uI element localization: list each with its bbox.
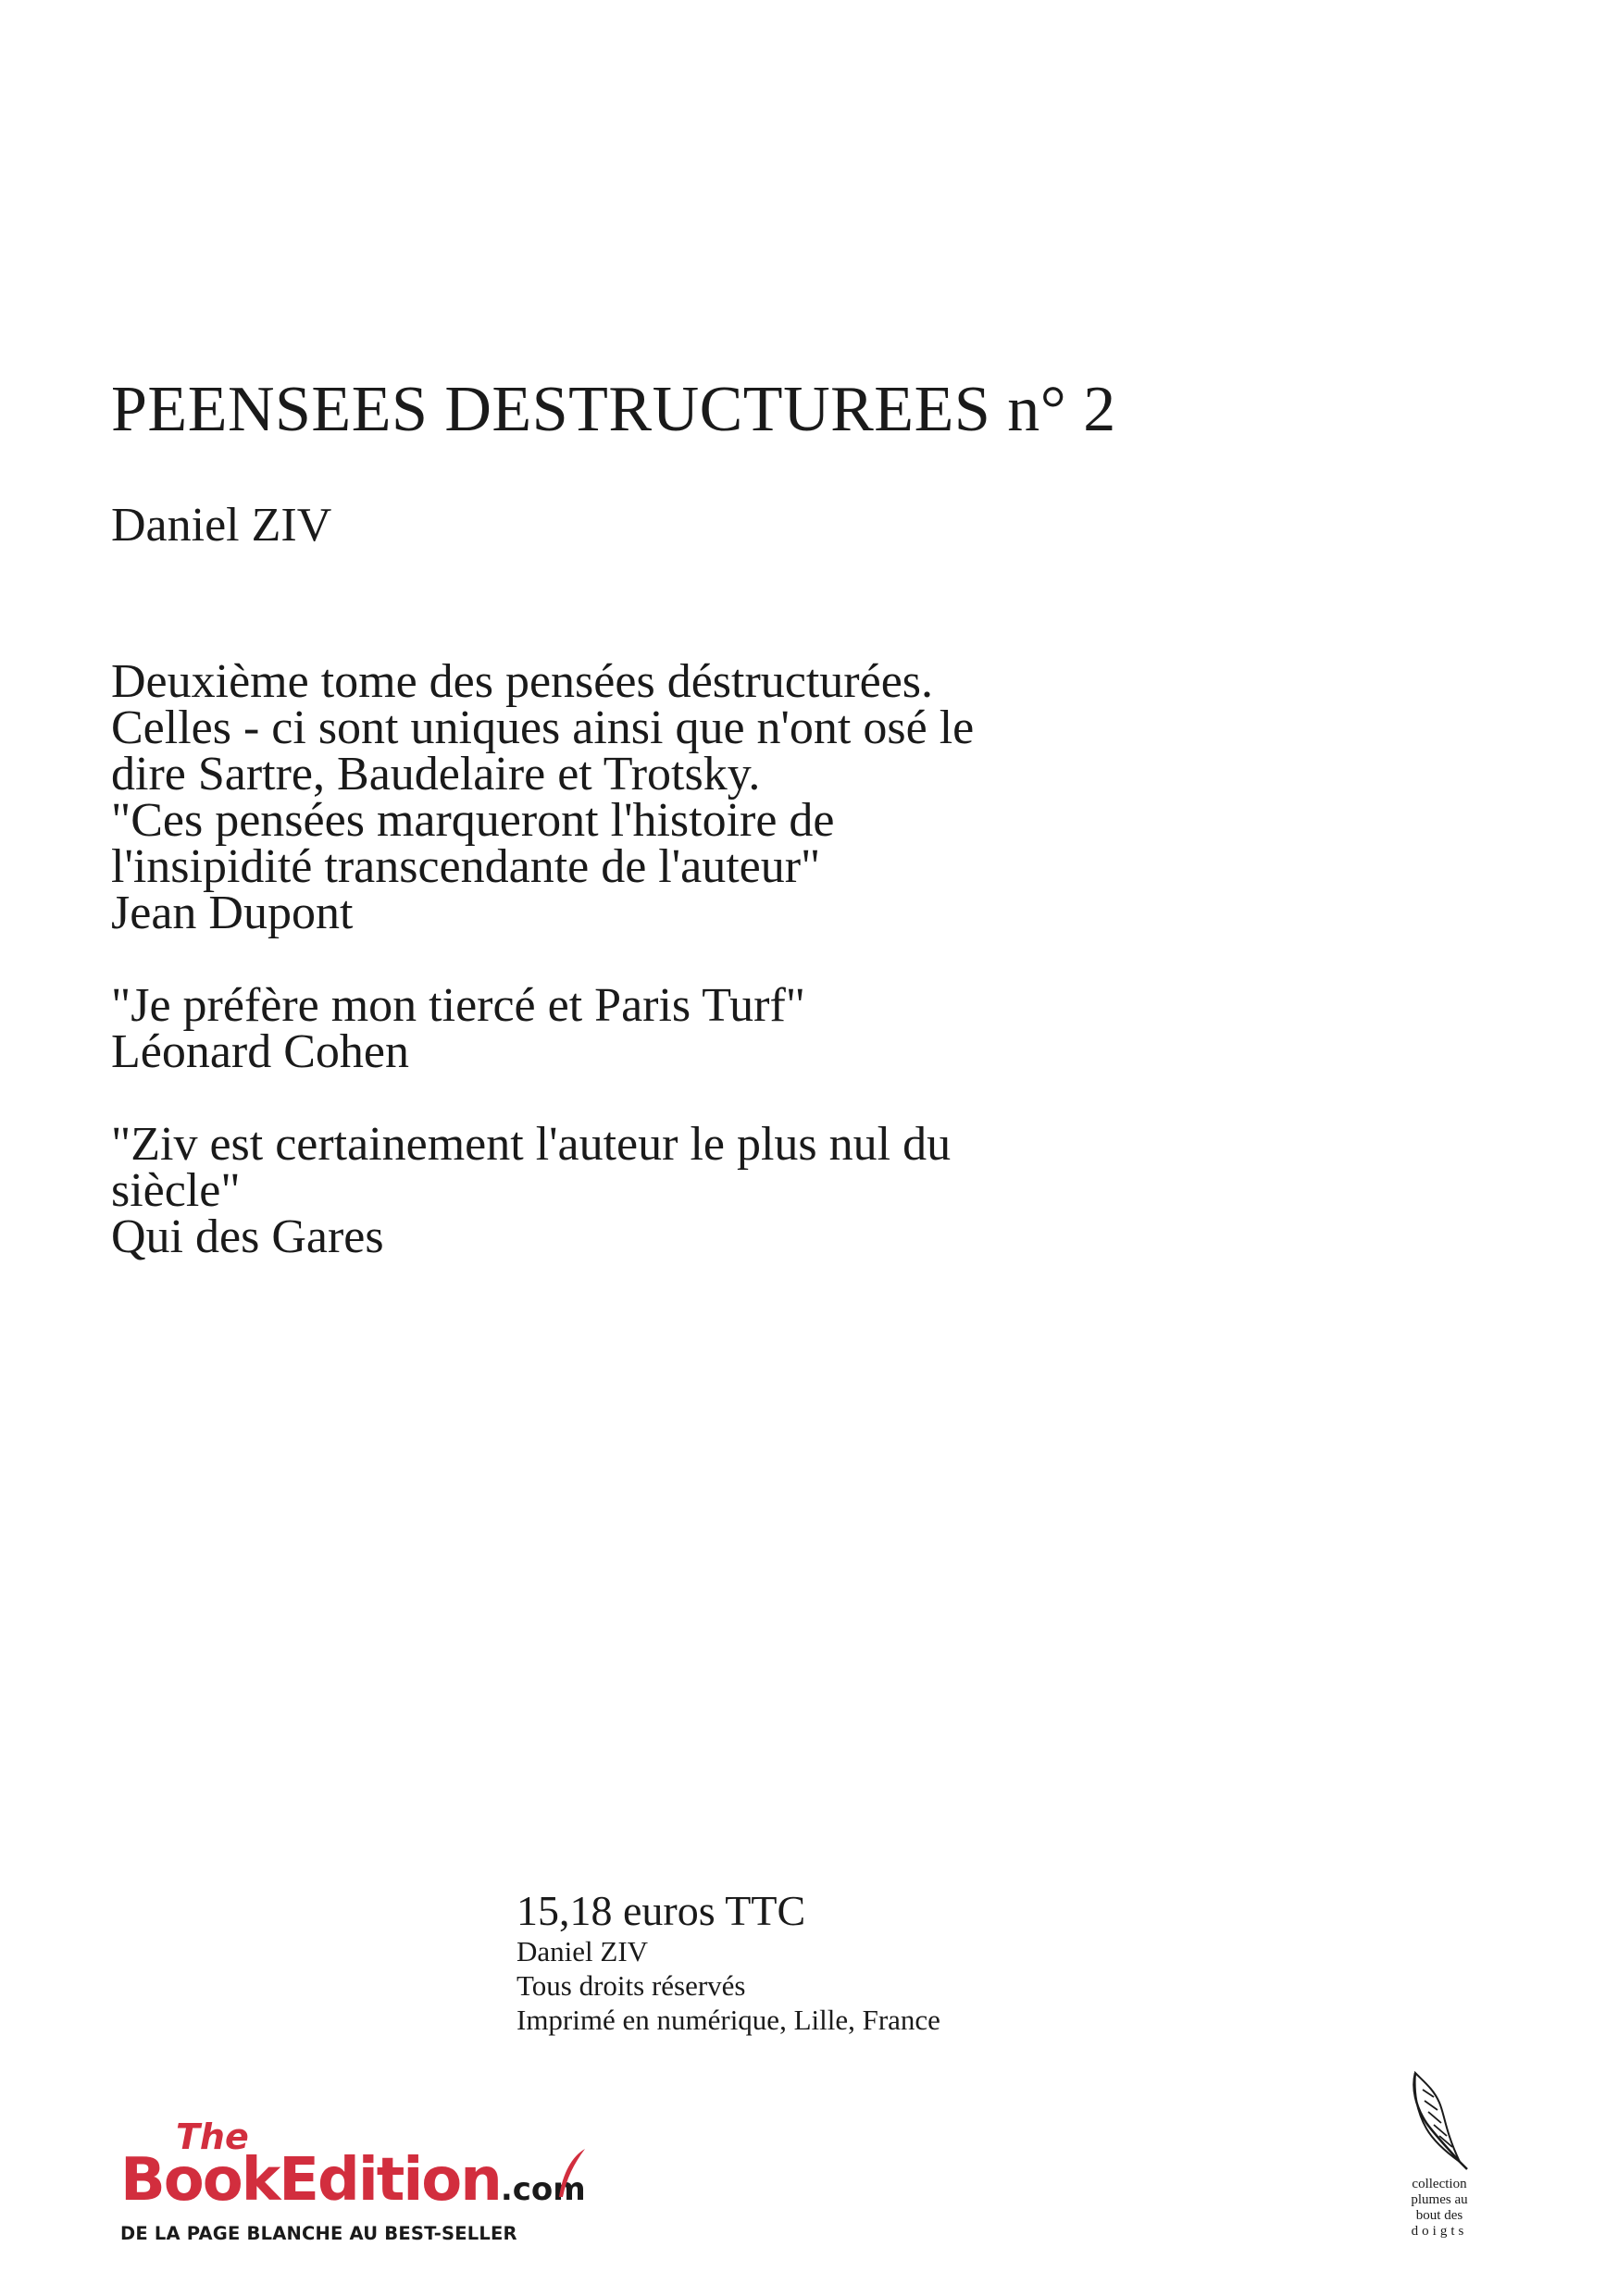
publisher-logo: [120, 2116, 657, 2249]
collection-line: doigts: [1411, 2224, 1468, 2239]
logo-wordmark: [120, 2146, 586, 2215]
imprint-printed: Imprimé en numérique, Lille, France: [517, 2004, 940, 2036]
logo-the: The: [176, 2116, 249, 2157]
description-line: siècle": [111, 1164, 241, 1217]
description-line: Deuxième tome des pensées déstructurées.: [111, 655, 934, 708]
description-paragraph: [111, 1118, 1314, 1263]
book-author: Daniel ZIV: [111, 499, 332, 552]
collection-label: [1388, 2177, 1490, 2240]
imprint-author: Daniel ZIV: [517, 1935, 649, 1967]
description-paragraph: [111, 979, 1314, 1078]
description-line: "Ziv est certainement l'auteur le plus nul du: [111, 1118, 952, 1171]
description-line: Léonard Cohen: [111, 1025, 410, 1078]
imprint-rights: Tous droits réservés: [517, 1969, 746, 2002]
description-line: dire Sartre, Baudelaire et Trotsky.: [111, 748, 761, 800]
book-description: [111, 655, 1314, 1307]
logo-brand: BookEdition: [120, 2146, 501, 2215]
imprint-block: [517, 1888, 940, 2037]
quill-icon: [554, 2147, 591, 2203]
description-line: "Je préfère mon tiercé et Paris Turf": [111, 979, 806, 1032]
description-line: "Ces pensées marqueront l'histoire de: [111, 794, 835, 847]
description-line: Jean Dupont: [111, 887, 354, 939]
price: 15,18 euros TTC: [517, 1887, 806, 1934]
description-line: l'insipidité transcendante de l'auteur": [111, 840, 821, 893]
collection-line: collection: [1412, 2177, 1467, 2191]
book-title: PEENSEES DESTRUCTUREES n° 2: [111, 374, 1116, 445]
logo-domain: .com: [500, 2171, 586, 2208]
collection-line: bout des: [1415, 2208, 1463, 2223]
description-paragraph: [111, 655, 1314, 939]
description-line: Celles - ci sont uniques ainsi que n'ont osé le: [111, 701, 975, 754]
description-line: Qui des Gares: [111, 1210, 384, 1263]
collection-mark: [1388, 2069, 1490, 2240]
feather-icon: [1402, 2069, 1476, 2171]
collection-line: plumes au: [1411, 2192, 1468, 2207]
logo-tagline: DE LA PAGE BLANCHE AU BEST-SELLER: [120, 2223, 517, 2244]
